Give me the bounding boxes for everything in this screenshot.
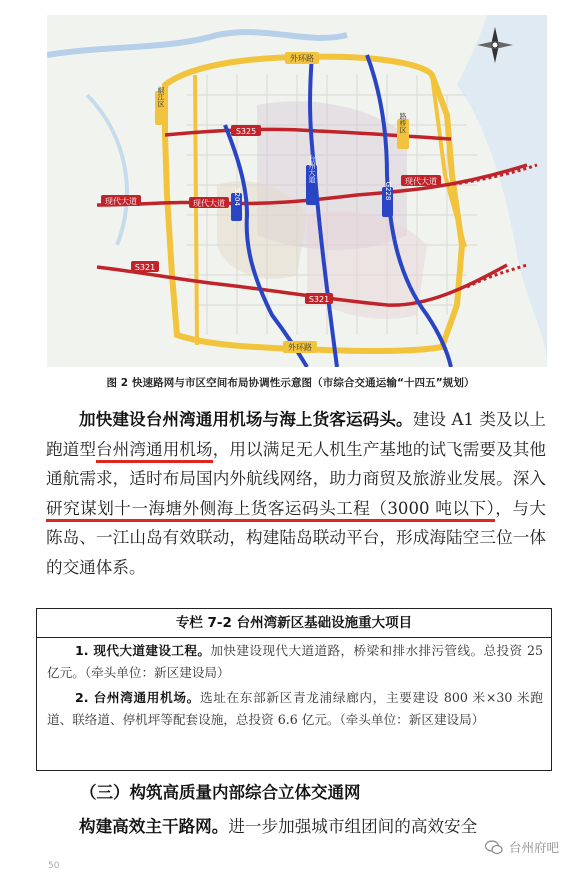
paragraph-lead: 构建高效主干路网。 [79, 816, 229, 836]
paragraph-lead: 加快建设台州湾通用机场与海上货客运码头。 [79, 409, 413, 429]
page-number: 50 [48, 861, 60, 871]
underlined-port-project: 研究谋划十一海塘外侧海上货客运码头工程（3000 吨以下） [46, 499, 495, 522]
paragraph-text: ，与大陈岛、一江山岛有效联动，构建陆岛联动平台，形成海陆空三位一体的交通体系。 [46, 498, 547, 577]
box-item-head: 2. 台州湾通用机场。 [75, 689, 200, 705]
box-item-body: 选址在东部新区青龙浦绿廊内，主要建设 800 米×30 米跑道、联络道、停机坪等配套设施，总投资 6.6 亿元。（牵头单位：新区建设局） [47, 689, 544, 727]
label-outer-ring-south: 外环路 [288, 343, 312, 352]
section-heading: （三）构筑高质量内部综合立体交通网 [80, 783, 361, 802]
figure-caption: 图 2 快速路网与市区空间布局协调性示意图（市综合交通运输“十四五”规划） [106, 377, 475, 389]
label-s325: S325 [235, 127, 257, 136]
box-item-2 [37, 687, 551, 732]
watermark [485, 838, 559, 856]
road-network-map [47, 15, 547, 367]
label-left-road: 椒江区 [157, 86, 165, 108]
paragraph-text: ，用以满足无人机生产基地的试飞需要及其他通航需求，适时布局国内外航线网络，助力商贸及旅游业发展。深入 [46, 439, 547, 489]
label-s321-left: S321 [134, 263, 156, 272]
label-taiwan-avenue: 台州大道 [308, 155, 316, 183]
label-s321-right: S321 [308, 295, 330, 304]
label-s204: S204 [233, 188, 241, 206]
underlined-airport: 台州湾通用机场 [96, 440, 213, 463]
box-item-body: 加快建设现代大道道路，桥梁和排水排污管线。总投资 25 亿元。（牵头单位：新区建设局） [47, 643, 543, 681]
label-right-road: 路桥区 [399, 112, 407, 134]
paragraph-main-roads [46, 812, 546, 842]
box-title: 专栏 7-2 台州湾新区基础设施重大项目 [37, 609, 551, 638]
label-modern-avenue-right: 现代大道 [405, 177, 437, 186]
label-modern-avenue-left: 现代大道 [105, 197, 137, 206]
paragraph-text: 进一步加强城市组团间的高效安全 [228, 817, 478, 836]
paragraph-text: 建设 A1 类及以上跑道型 [46, 410, 546, 459]
watermark-text: 台州府吧 [508, 840, 559, 855]
project-box [36, 608, 552, 771]
wechat-icon [485, 840, 503, 855]
map-svg [47, 15, 547, 367]
box-item-1 [37, 640, 551, 685]
label-g228: G228 [384, 181, 392, 201]
paragraph-airport-port [46, 405, 546, 583]
label-modern-avenue-mid: 现代大道 [193, 199, 225, 208]
box-item-head: 1. 现代大道建设工程。 [75, 643, 211, 658]
label-outer-ring-north: 外环路 [290, 54, 314, 63]
